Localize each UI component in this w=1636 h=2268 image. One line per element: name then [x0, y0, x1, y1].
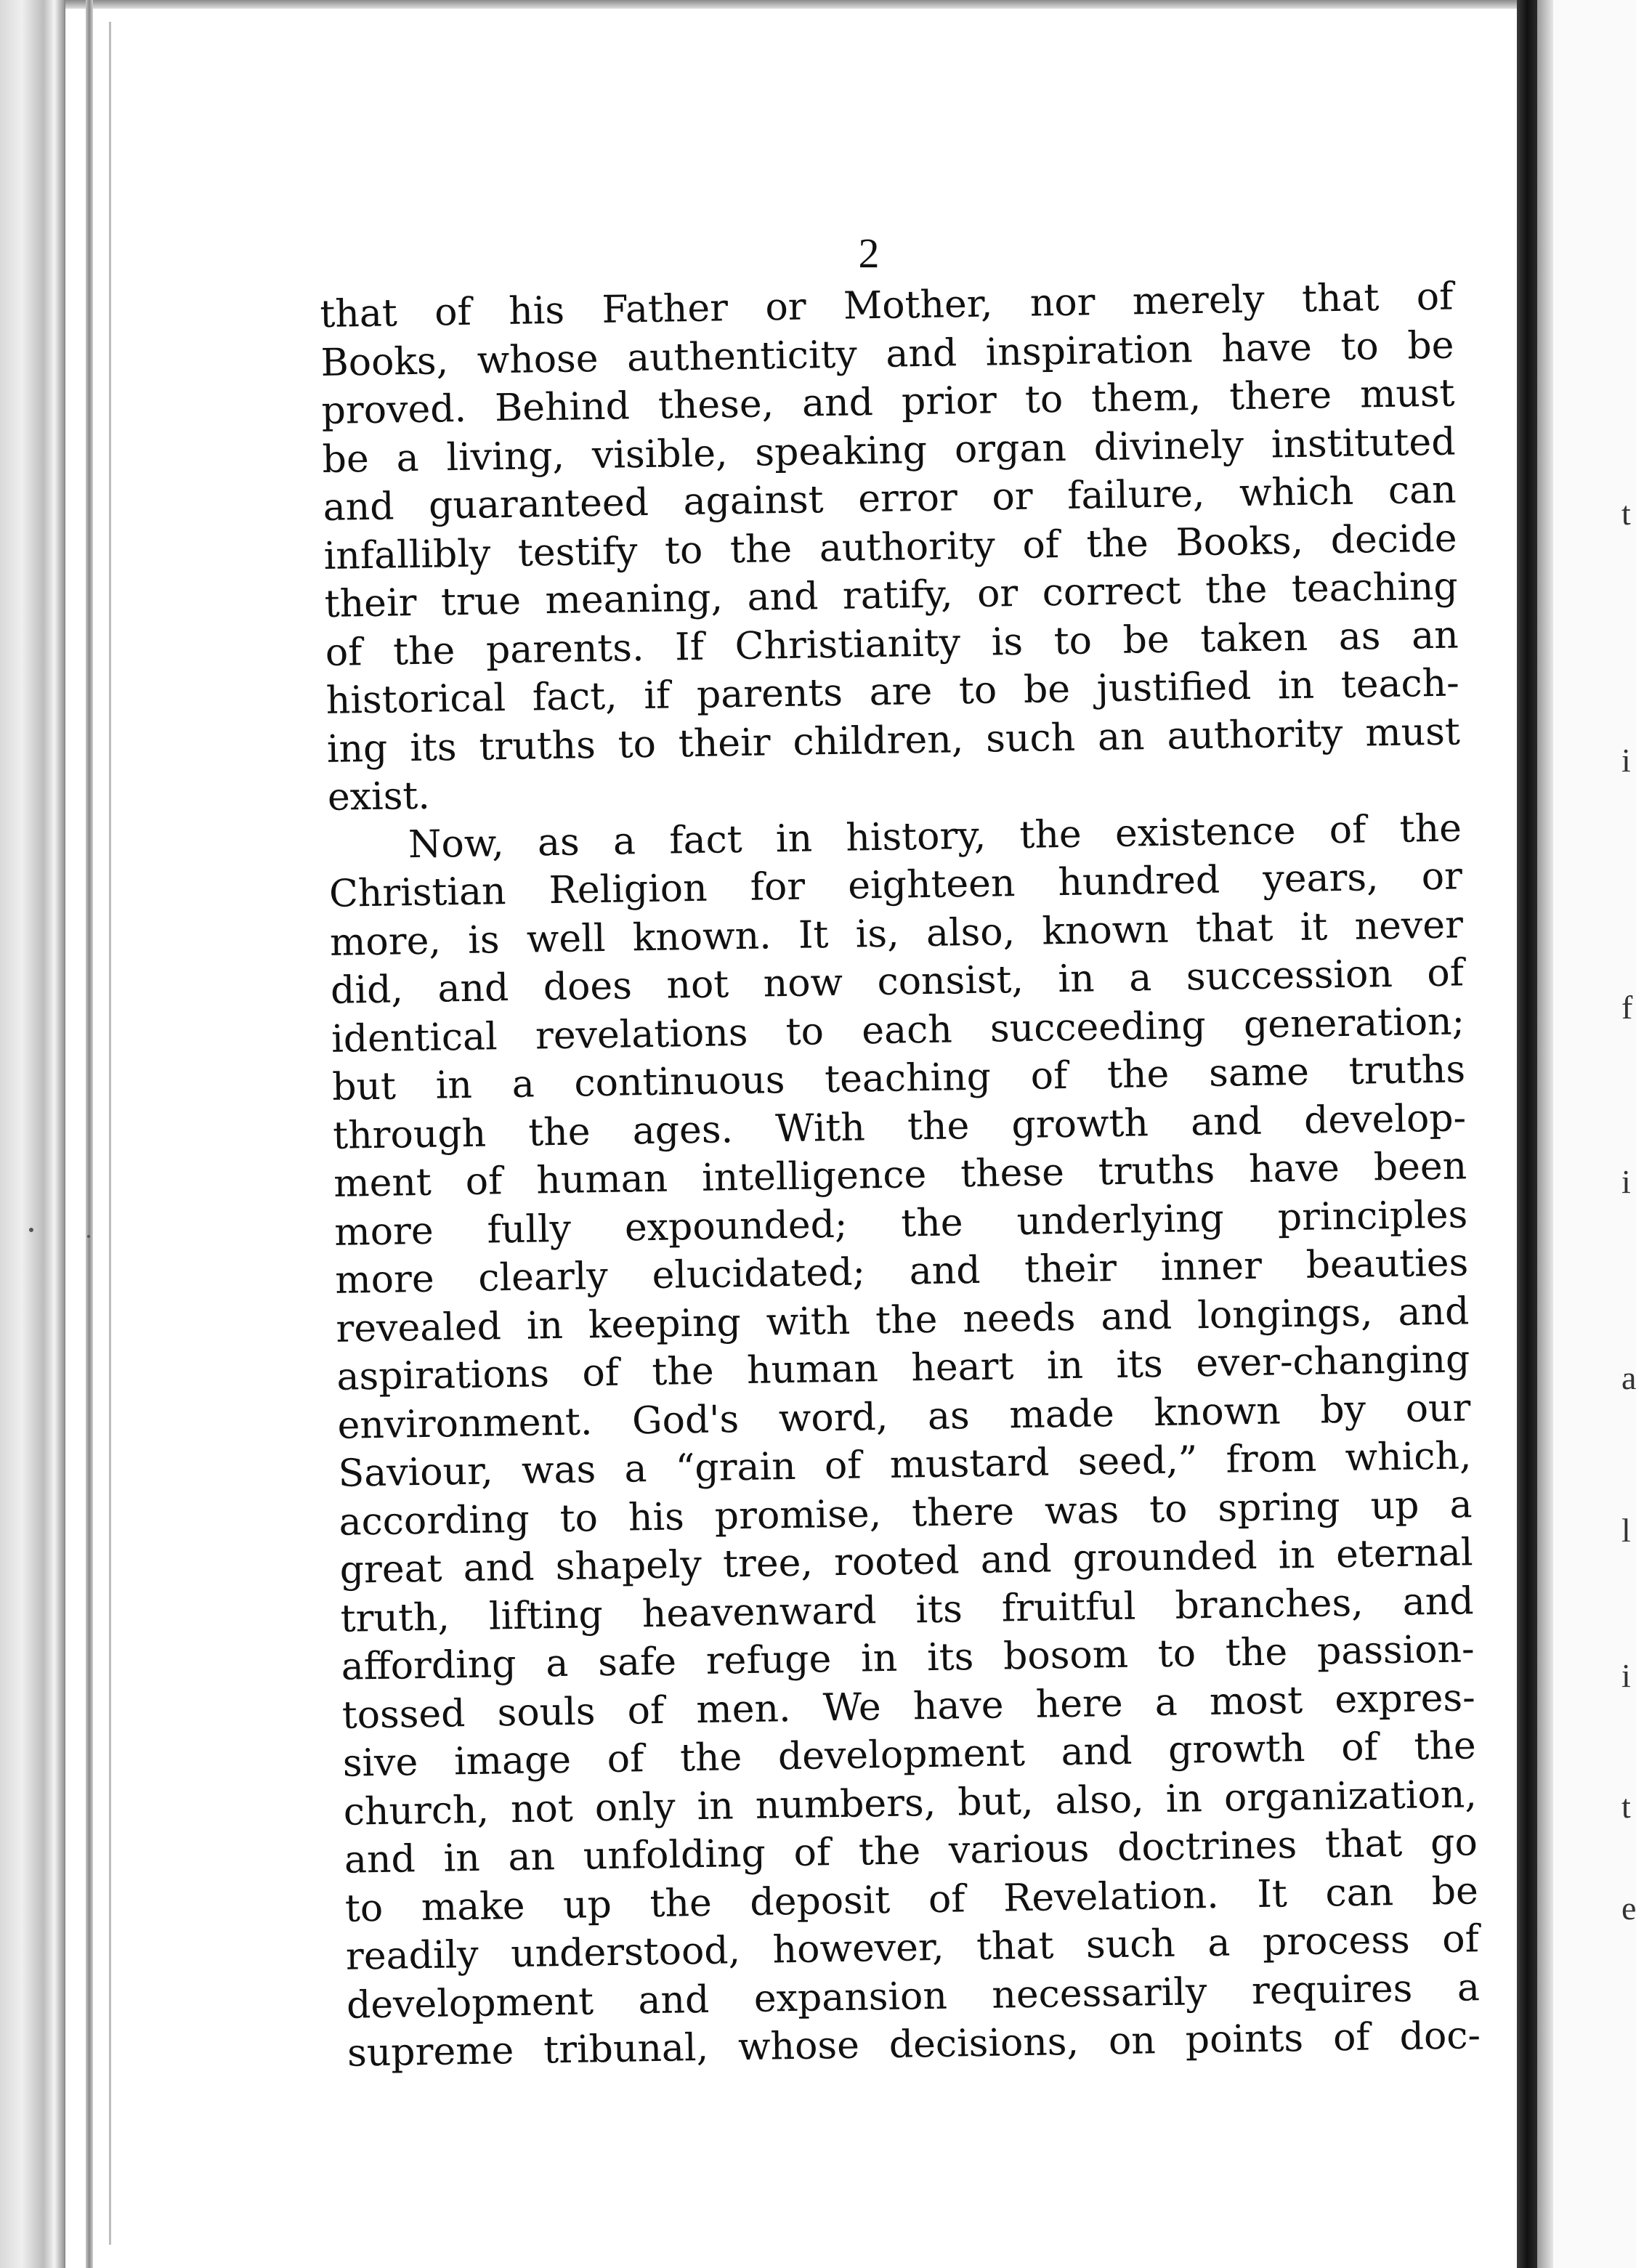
text-line: proved. Behind these, and prior to them, there must	[321, 371, 1455, 433]
left-page-stack-line	[86, 0, 93, 2268]
text-line: Books, whose authenticity and inspiration have to be	[320, 323, 1454, 385]
margin-fragment: i	[1621, 1163, 1631, 1200]
text-line: and guaranteed against error or failure, which can	[323, 468, 1457, 530]
margin-fragment: i	[1621, 742, 1631, 779]
text-line: tossed souls of men. We have here a most expres-	[341, 1675, 1476, 1738]
text-line: church, not only in numbers, but, also, in organization,	[343, 1772, 1478, 1834]
paragraph-1	[320, 272, 1461, 822]
right-gutter-shadow	[1517, 0, 1537, 2268]
margin-fragment: f	[1621, 989, 1633, 1026]
text-line: exist.	[327, 774, 431, 819]
text-line: be a living, visible, speaking organ divinely instituted	[322, 419, 1456, 482]
text-line: affording a safe refuge in its bosom to the passion-	[341, 1627, 1475, 1689]
text-line: through the ages. With the growth and develop-	[332, 1095, 1467, 1158]
scan-speck	[29, 1228, 33, 1232]
text-line: their true meaning, and ratify, or correct the teaching	[324, 564, 1459, 626]
text-line: according to his promise, there was to spring up a	[339, 1482, 1473, 1544]
text-line: great and shapely tree, rooted and grounded in eternal	[339, 1531, 1473, 1592]
page-number: 2	[858, 230, 880, 277]
text-line: supreme tribunal, whose decisions, on points of doc-	[347, 2014, 1481, 2075]
text-line: more fully expounded; the underlying principles	[333, 1192, 1468, 1255]
text-line: and in an unfolding of the various doctrines that go	[344, 1821, 1478, 1882]
body-text	[320, 272, 1481, 2078]
margin-fragment: t	[1621, 495, 1631, 532]
text-line: ment of human intelligence these truths have been	[333, 1144, 1467, 1206]
text-line: more clearly elucidated; and their inner beauties	[334, 1241, 1469, 1303]
text-line: aspirations of the human heart in its ever-changing	[336, 1337, 1470, 1399]
margin-fragment: l	[1621, 1512, 1631, 1549]
text-line: sive image of the development and growth of the	[342, 1724, 1477, 1786]
text-line: readily understood, however, that such a process of	[345, 1917, 1480, 1979]
text-line: environment. God's word, as made known by our	[337, 1385, 1471, 1448]
facing-page-text-fragments	[1621, 436, 1636, 2034]
margin-fragment: e	[1621, 1890, 1636, 1927]
paragraph-2	[328, 804, 1481, 2078]
text-line: truth, lifting heavenward its fruitful branches, and	[340, 1579, 1474, 1641]
text-line: Now, as a fact in history, the existence of the	[408, 806, 1462, 867]
left-binding-edge	[0, 0, 65, 2268]
scan-speck	[87, 1235, 90, 1238]
text-line: infallibly testify to the authority of the Books, decide	[323, 516, 1458, 578]
margin-fragment: i	[1621, 1657, 1631, 1694]
text-line: but in a continuous teaching of the same truths	[331, 1048, 1466, 1109]
text-line: identical revelations to each succeeding generation;	[331, 999, 1465, 1061]
top-edge-shadow	[0, 0, 1518, 9]
text-line: did, and does not now consist, in a succession of	[330, 951, 1465, 1013]
text-line: to make up the deposit of Revelation. It can be	[344, 1868, 1479, 1931]
margin-fragment: a	[1621, 1359, 1636, 1396]
text-line: ing its truths to their children, such an authority must	[326, 709, 1461, 771]
text-line: Christian Religion for eighteen hundred years, or	[328, 854, 1463, 916]
text-line: development and expansion necessarily requires a	[346, 1965, 1481, 2028]
text-line: more, is well known. It is, also, known that it never	[329, 902, 1464, 965]
text-line: that of his Father or Mother, nor merely that of	[320, 275, 1454, 336]
text-line: historical fact, if parents are to be justified in teach-	[325, 661, 1460, 723]
text-line: Saviour, was a “grain of mustard seed,” from which,	[338, 1434, 1472, 1496]
text-line: revealed in keeping with the needs and longings, and	[335, 1289, 1470, 1351]
margin-fragment: t	[1621, 1788, 1631, 1825]
right-gutter-edge	[1537, 0, 1553, 2268]
text-line: of the parents. If Christianity is to be taken as an	[325, 612, 1459, 675]
left-page-edge	[109, 22, 111, 2245]
